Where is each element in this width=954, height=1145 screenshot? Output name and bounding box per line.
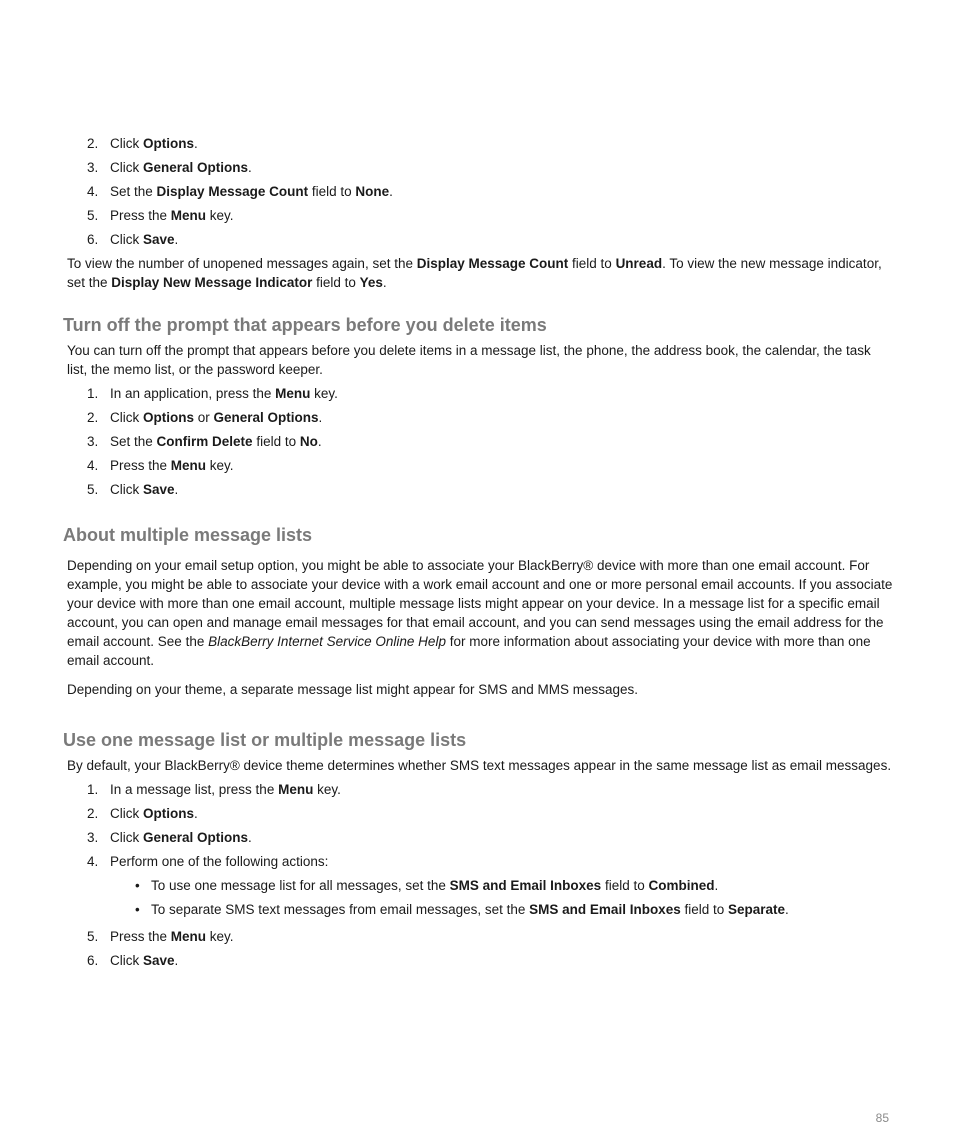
theme-paragraph: Depending on your theme, a separate message list might appear for SMS and MMS messages. xyxy=(67,682,639,697)
step-number: 4. xyxy=(87,458,99,473)
bullet-item xyxy=(67,900,893,919)
step-text: Click xyxy=(110,482,143,497)
step-number: 6. xyxy=(87,953,99,968)
delete-prompt-steps xyxy=(67,384,893,499)
step-text: Click xyxy=(110,953,143,968)
note-text: field to xyxy=(568,256,616,271)
step-number: 3. xyxy=(87,830,99,845)
paragraph-text: Depending on your email setup option, you might be able to associate your BlackBerry® device with more than one email account. For example, you might be able to associate your device with a work email account and one or more personal email accounts. If you associate your device with more than one email account, multiple message lists might appear on your device. In a message list for a specific email account, you can open and manage email messages for that email account, and you can send messages using the email address for the email account. See the xyxy=(67,558,893,649)
step-item xyxy=(67,230,893,249)
step-number: 1. xyxy=(87,386,99,401)
step-text: Press the xyxy=(110,208,171,223)
step-text: Click xyxy=(110,806,143,821)
ui-term: SMS and Email Inboxes xyxy=(449,878,602,893)
step-text: Set the xyxy=(110,434,157,449)
ui-term: Options xyxy=(143,136,194,151)
section-heading-one-or-multiple: Use one message list or multiple message lists xyxy=(63,730,467,750)
step-item xyxy=(67,206,893,225)
ui-term: No xyxy=(299,434,318,449)
ui-term: Menu xyxy=(170,929,207,944)
step-text: . xyxy=(194,806,198,821)
delete-prompt-intro: You can turn off the prompt that appears before you delete items in a message list, the phone, the address book, the calendar, the task list, the memo list, or the password keeper. xyxy=(67,343,871,377)
step-text: Press the xyxy=(110,929,171,944)
step-text: . xyxy=(194,136,198,151)
step-text: . xyxy=(174,482,179,497)
step-item xyxy=(67,158,893,177)
step-number: 2. xyxy=(87,136,99,151)
paragraph-text: for more information about associating your device with more than one email account. xyxy=(67,634,871,668)
ui-term: Confirm Delete xyxy=(156,434,253,449)
help-reference: BlackBerry Internet Service Online Help xyxy=(208,634,446,649)
section-heading-delete-prompt: Turn off the prompt that appears before you delete items xyxy=(63,315,547,335)
ui-term: Combined xyxy=(648,878,715,893)
ui-term: Menu xyxy=(278,782,314,797)
display-count-steps xyxy=(67,134,893,249)
step-text: key. xyxy=(206,208,234,223)
step-item xyxy=(67,852,893,871)
step-text: field to xyxy=(601,878,649,893)
step-text: . xyxy=(174,953,179,968)
ui-term: Save xyxy=(143,482,175,497)
step-number: 5. xyxy=(87,482,99,497)
bullet-item xyxy=(67,876,893,895)
step-item xyxy=(67,408,893,427)
step-number: 5. xyxy=(87,208,99,223)
step-text: Press the xyxy=(110,458,171,473)
page-content xyxy=(63,134,893,975)
step-number: 2. xyxy=(87,410,99,425)
step-text: Click xyxy=(110,232,143,247)
step-text: . xyxy=(248,160,252,175)
step-text: key. xyxy=(310,386,338,401)
note-text: . To view the new message indicator, set the xyxy=(67,256,882,290)
step-text: Click xyxy=(110,136,143,151)
ui-term: Display Message Count xyxy=(156,184,309,199)
step-text: or xyxy=(194,410,214,425)
unread-count-note xyxy=(67,254,893,292)
step-item xyxy=(67,804,893,823)
note-field-value: Unread xyxy=(615,256,663,271)
step-number: 1. xyxy=(87,782,99,797)
step-text: . xyxy=(174,232,179,247)
action-options xyxy=(67,876,893,919)
step-text: . xyxy=(714,878,719,893)
step-text: . xyxy=(248,830,252,845)
ui-term: Menu xyxy=(275,386,311,401)
bullet-marker: • xyxy=(135,902,140,917)
note-text: To view the number of unopened messages again, set the xyxy=(67,256,417,271)
step-text: In a message list, press the xyxy=(110,782,279,797)
step-item xyxy=(67,134,893,153)
one-or-multiple-steps xyxy=(67,780,893,871)
bullet-marker: • xyxy=(135,878,140,893)
note-text: . xyxy=(382,275,387,290)
step-item xyxy=(67,384,893,403)
ui-term: SMS and Email Inboxes xyxy=(529,902,681,917)
ui-term: Separate xyxy=(728,902,786,917)
step-text: In an application, press the xyxy=(110,386,276,401)
note-field-name: Display New Message Indicator xyxy=(111,275,313,290)
one-or-multiple-steps-end xyxy=(67,927,893,970)
step-text: Perform one of the following actions: xyxy=(110,854,329,869)
step-text: To separate SMS text messages from email messages, set the xyxy=(151,902,530,917)
step-text: Set the xyxy=(110,184,157,199)
ui-term: Options xyxy=(143,410,194,425)
step-item xyxy=(67,182,893,201)
ui-term: Save xyxy=(143,953,175,968)
step-text: field to xyxy=(308,184,356,199)
step-text: field to xyxy=(680,902,728,917)
ui-term: Save xyxy=(143,232,175,247)
step-text: Click xyxy=(110,410,143,425)
note-text: field to xyxy=(312,275,360,290)
ui-term: Menu xyxy=(170,458,207,473)
ui-term: General Options xyxy=(213,410,319,425)
step-number: 4. xyxy=(87,854,99,869)
section-heading-multiple-lists: About multiple message lists xyxy=(63,525,313,545)
step-item xyxy=(67,828,893,847)
multiple-lists-paragraph xyxy=(67,556,893,670)
ui-term: General Options xyxy=(143,160,249,175)
step-number: 5. xyxy=(87,929,99,944)
step-item xyxy=(67,780,893,799)
step-text: field to xyxy=(252,434,300,449)
step-text: To use one message list for all messages, set the xyxy=(151,878,450,893)
page-number: 85 xyxy=(875,1111,889,1125)
step-text: . xyxy=(785,902,789,917)
step-text: . xyxy=(317,434,322,449)
step-item xyxy=(67,927,893,946)
step-text: key. xyxy=(313,782,341,797)
step-text: key. xyxy=(206,929,234,944)
step-item xyxy=(67,432,893,451)
note-field-value: Yes xyxy=(359,275,383,290)
step-number: 3. xyxy=(87,160,99,175)
step-text: . xyxy=(389,184,393,199)
step-text: Click xyxy=(110,160,143,175)
step-text: Click xyxy=(110,830,143,845)
step-number: 3. xyxy=(87,434,99,449)
step-number: 4. xyxy=(87,184,99,199)
step-text: key. xyxy=(206,458,234,473)
step-item xyxy=(67,951,893,970)
ui-term: Menu xyxy=(170,208,207,223)
step-number: 6. xyxy=(87,232,99,247)
ui-term: General Options xyxy=(143,830,249,845)
step-item xyxy=(67,456,893,475)
step-text: . xyxy=(318,410,323,425)
one-or-multiple-intro: By default, your BlackBerry® device theme determines whether SMS text messages appear in the same message list as email messages. xyxy=(67,758,892,773)
note-field-name: Display Message Count xyxy=(416,256,569,271)
step-number: 2. xyxy=(87,806,99,821)
ui-term: Options xyxy=(143,806,194,821)
step-item xyxy=(67,480,893,499)
ui-term: None xyxy=(355,184,390,199)
